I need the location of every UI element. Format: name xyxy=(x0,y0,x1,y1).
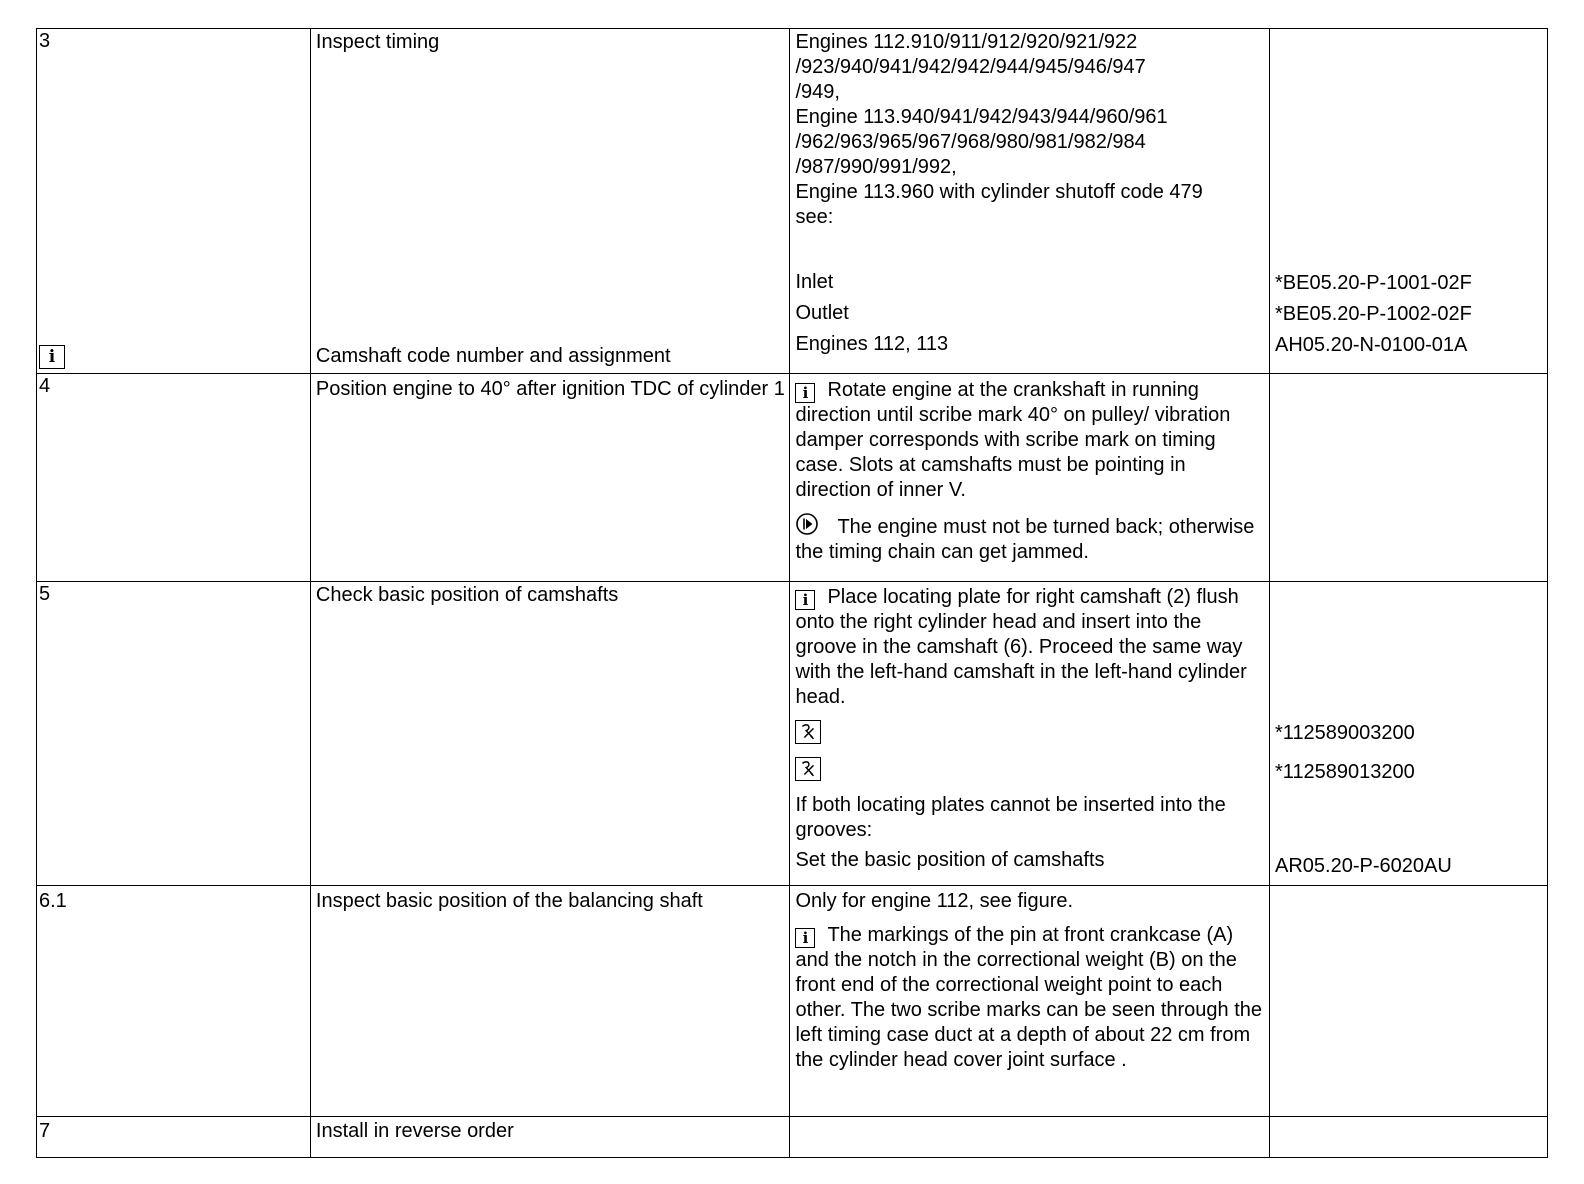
info-icon: i xyxy=(795,928,815,948)
step-number: 3 xyxy=(39,30,51,52)
step-title: Position engine to 40° after ignition TDC of cylinder 1 xyxy=(315,378,785,400)
table-row xyxy=(37,886,1548,1117)
step-cell xyxy=(37,886,311,1117)
reference-cell xyxy=(1270,374,1548,582)
info-text: Rotate engine at the crankshaft in running direction until scribe mark 40° on pulley/ vibration damper corresponds with scribe mark on timing case. Slots at camshafts must be pointing in direction of inner V. xyxy=(795,379,1231,501)
inlet-reference-link[interactable]: *BE05.20-P-1001-02F xyxy=(1275,272,1472,294)
step-cell xyxy=(37,374,311,582)
notes-cell xyxy=(790,374,1270,582)
engine-list-line: /949, xyxy=(795,81,840,103)
info-text: The markings of the pin at front crankcase (A) and the notch in the correctional weight (B) on the front end of the correctional weight point to each other. The two scribe marks can be seen through the left timing case duct at a depth of about 22 cm from the cylinder head cover joint surface . xyxy=(795,924,1263,1071)
set-position-text: Set the basic position of camshafts xyxy=(795,849,1105,871)
notes-cell xyxy=(790,29,1270,374)
description-cell xyxy=(310,886,790,1117)
table-row xyxy=(37,29,1548,374)
engine-list-line: /962/963/965/967/968/980/981/982/984 xyxy=(795,131,1146,153)
description-cell xyxy=(310,374,790,582)
special-tool-icon xyxy=(795,757,821,781)
info-icon: i xyxy=(39,345,65,369)
warning-text: The engine must not be turned back; otherwise the timing chain can get jammed. xyxy=(795,516,1255,563)
engine-note: Only for engine 112, see figure. xyxy=(795,890,1074,912)
step-title: Install in reverse order xyxy=(315,1120,514,1142)
info-title: Camshaft code number and assignment xyxy=(315,345,671,367)
notes-cell xyxy=(790,1117,1270,1158)
description-cell xyxy=(310,29,790,374)
table-row xyxy=(37,374,1548,582)
info-icon: i xyxy=(795,590,815,610)
notes-cell xyxy=(790,886,1270,1117)
engine-list-line: Engines 112.910/911/912/920/921/922 xyxy=(795,31,1138,53)
inlet-label: Inlet xyxy=(795,271,834,293)
step-title: Inspect timing xyxy=(315,31,440,53)
reference-cell xyxy=(1270,29,1548,374)
step-cell xyxy=(37,582,311,886)
set-position-reference-link[interactable]: AR05.20-P-6020AU xyxy=(1275,855,1452,877)
engine-list-line: /987/990/991/992, xyxy=(795,156,957,178)
info-icon: i xyxy=(795,383,815,403)
step-title: Inspect basic position of the balancing shaft xyxy=(315,890,703,912)
tool-reference-link[interactable]: *112589003200 xyxy=(1275,722,1415,744)
reference-cell xyxy=(1270,886,1548,1117)
step-number: 5 xyxy=(39,583,51,605)
notes-cell xyxy=(790,582,1270,886)
description-cell xyxy=(310,582,790,886)
tool-reference-link[interactable]: *112589013200 xyxy=(1275,761,1415,783)
step-cell xyxy=(37,1117,311,1158)
table-row xyxy=(37,582,1548,886)
engine-list-line: Engine 113.960 with cylinder shutoff code 479 xyxy=(795,181,1203,203)
info-note: Engines 112, 113 xyxy=(795,333,949,355)
step-title: Check basic position of camshafts xyxy=(315,584,619,606)
description-cell xyxy=(310,1117,790,1158)
condition-text: If both locating plates cannot be inserted into the grooves: xyxy=(795,794,1226,841)
engine-list-line: /923/940/941/942/942/944/945/946/947 xyxy=(795,56,1146,78)
step-number: 6.1 xyxy=(39,890,67,912)
step-cell xyxy=(37,29,311,374)
outlet-label: Outlet xyxy=(795,302,849,324)
engine-list-line: see: xyxy=(795,206,834,228)
special-tool-icon xyxy=(795,720,821,744)
engine-list-line: Engine 113.940/941/942/943/944/960/961 xyxy=(795,106,1168,128)
step-number: 4 xyxy=(39,375,51,397)
procedure-table xyxy=(36,28,1548,1158)
info-text: Place locating plate for right camshaft (2) flush onto the right cylinder head and insert into the groove in the camshaft (6). Proceed the same way with the left-hand camshaft in the left-hand cylinder head. xyxy=(795,586,1247,708)
outlet-reference-link[interactable]: *BE05.20-P-1002-02F xyxy=(1275,303,1472,325)
reference-cell xyxy=(1270,1117,1548,1158)
info-reference-link[interactable]: AH05.20-N-0100-01A xyxy=(1275,334,1468,356)
reference-cell xyxy=(1270,582,1548,886)
warning-icon xyxy=(795,512,819,536)
table-row xyxy=(37,1117,1548,1158)
step-number: 7 xyxy=(39,1120,51,1142)
